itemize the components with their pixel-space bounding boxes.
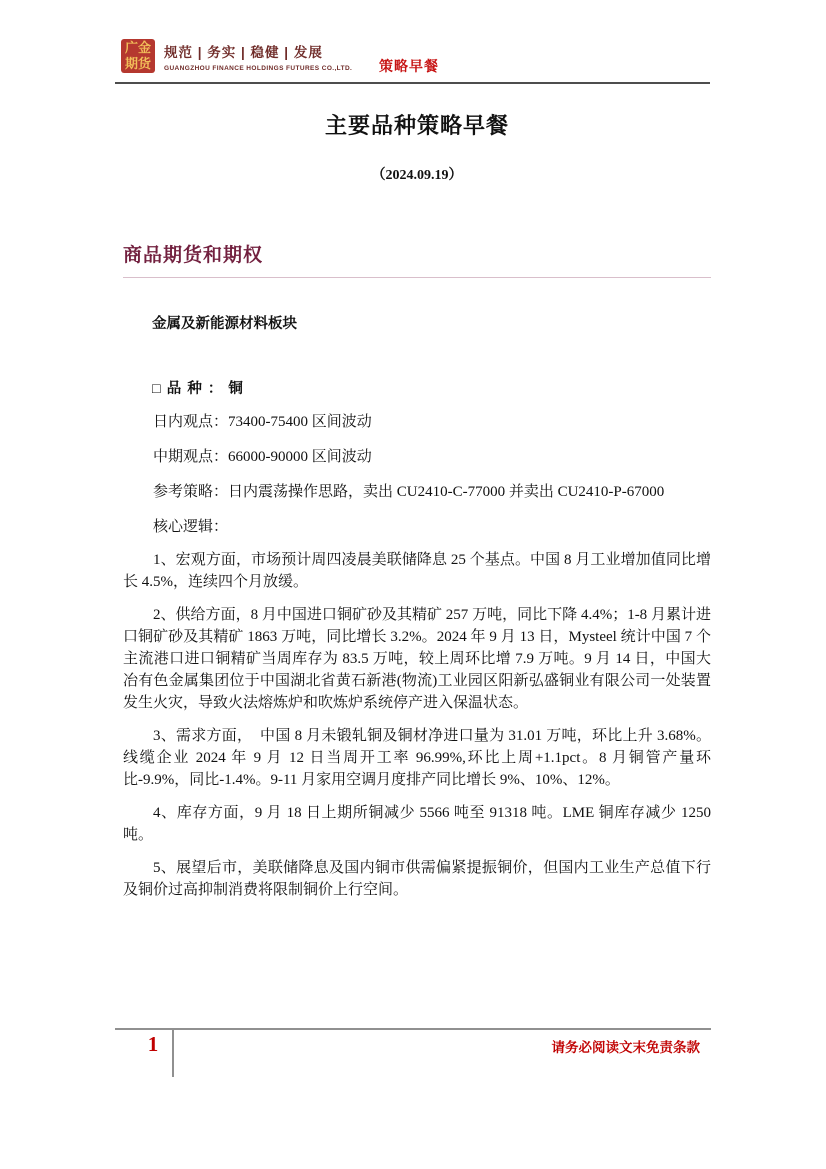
logo-text-top: 广金 [124, 40, 151, 55]
paragraph-demand: 3、需求方面， 中国 8 月未锻轧铜及铜材净进口量为 31.01 万吨，环比上升 3.68%。线缆企业 2024 年 9 月 12 日当周开工率 96.99%,环比上周+1.1pct。8 月铜管产量环比-9.9%，同比-1.4%。9-11 月家用空调月度排产同比增长 9%、10%、12%。 [123, 728, 711, 788]
section-heading-commodity-futures: 商品期货和期权 [123, 245, 264, 266]
footer-vertical-divider [172, 1028, 174, 1077]
core-logic-label: 核心逻辑： [153, 519, 229, 535]
page-number: 1 [147, 1032, 159, 1056]
footer-divider [115, 1028, 711, 1030]
paragraph-supply: 2、供给方面，8 月中国进口铜矿砂及其精矿 257 万吨，同比下降 4.4%；1-8 月累计进口铜矿砂及其精矿 1863 万吨，同比增长 3.2%。2024 年 9 月 13 日，Mysteel 统计中国 7 个主流港口进口铜精矿当周库存为 83.5 万吨，较上周环比增 7.9 万吨。9 月 14 日，中国大冶有色金属集团位于中国湖北省黄石新港(物流)工业园区阳新弘盛铜业有限公司一处装置发生火灾，导致火法熔炼炉和吹炼炉系统停产进入保温状态。 [123, 607, 711, 711]
logo-captions [164, 41, 352, 72]
company-name-english: GUANGZHOU FINANCE HOLDINGS FUTURES CO.,LTD. [164, 65, 353, 72]
company-logo [121, 39, 155, 73]
variety-label-copper: □ 品 种 ： 铜 [152, 381, 244, 397]
midterm-view-line: 中期观点：66000-90000 区间波动 [153, 449, 372, 465]
paragraph-inventory: 4、库存方面，9 月 18 日上期所铜减少 5566 吨至 91318 吨。LME 铜库存减少 1250 吨。 [123, 805, 711, 843]
report-body [123, 96, 711, 901]
paragraph-outlook: 5、展望后市，美联储降息及国内铜市供需偏紧提振铜价，但国内工业生产总值下行及铜价过高抑制消费将限制铜价上行空间。 [123, 860, 711, 898]
section-divider [123, 277, 711, 278]
report-date: （2024.09.19） [371, 168, 463, 183]
logo-text-bottom: 期货 [124, 56, 151, 71]
disclaimer-notice: 请务必阅读文末免责条款 [551, 1040, 700, 1055]
report-type-label: 策略早餐 [379, 58, 439, 74]
page-title: 主要品种策略早餐 [324, 113, 509, 138]
header-divider [115, 82, 710, 84]
subsection-heading-metals: 金属及新能源材料板块 [152, 316, 297, 332]
strategy-line: 参考策略：日内震荡操作思路，卖出 CU2410-C-77000 并卖出 CU2410-P-67000 [153, 484, 665, 500]
paragraph-macro: 1、宏观方面，市场预计周四凌晨美联储降息 25 个基点。中国 8 月工业增加值同比增长 4.5%，连续四个月放缓。 [123, 552, 711, 590]
intraday-view-line: 日内观点：73400-75400 区间波动 [153, 414, 372, 430]
company-slogan: 规范 | 务实 | 稳健 | 发展 [164, 45, 323, 60]
